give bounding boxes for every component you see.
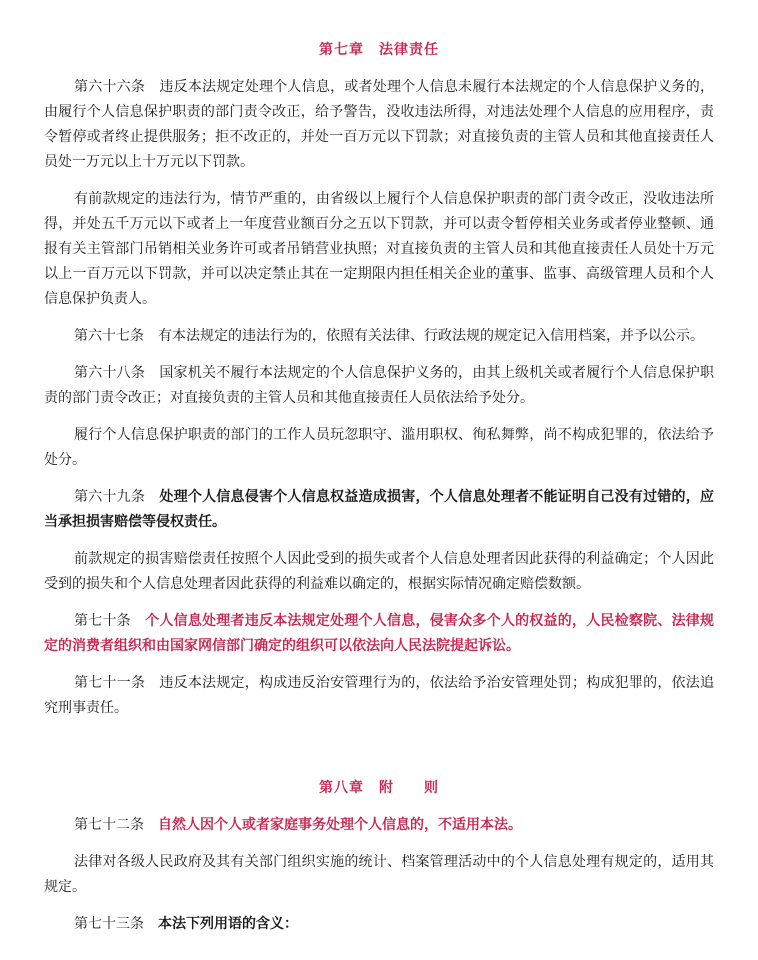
article-number: 第七十三条 xyxy=(74,916,144,932)
article-text: 处理个人信息侵害个人信息权益造成损害，个人信息处理者不能证明自己没有过错的，应当承担损害赔偿等侵权责任。 xyxy=(44,489,715,530)
article-text: 违反本法规定，构成违反治安管理行为的，依法给予治安管理处罚；构成犯罪的，依法追究刑事责任。 xyxy=(44,675,715,716)
article-text: 本法下列用语的含义： xyxy=(158,916,298,932)
article-number: 第七十二条 xyxy=(74,817,144,833)
chapter-8-articles xyxy=(44,813,714,937)
article-paragraph xyxy=(44,813,714,838)
article-text: 有本法规定的违法行为的，依照有关法律、行政法规的规定记入信用档案，并予以公示。 xyxy=(158,328,704,344)
article-number: 第六十六条 xyxy=(74,79,146,95)
chapter-7-articles xyxy=(44,75,714,721)
chapter-8-heading: 第八章 附 则 xyxy=(319,780,439,796)
continuation-paragraph xyxy=(44,423,714,473)
article-text: 违反本法规定处理个人信息，或者处理个人信息未履行本法规定的个人信息保护义务的，由履行个人信息保护职责的部门责令改正，给予警告，没收违法所得，对违法处理个人信息的应用程序，责令暂停或者终止提供服务；拒不改正的，并处一百万元以下罚款；对直接负责的主管人员和其他直接责任人员处一万元以上十万元以下罚款。 xyxy=(44,79,715,170)
article-text: 国家机关不履行本法规定的个人信息保护义务的，由其上级机关或者履行个人信息保护职责的部门责令改正；对直接负责的主管人员和其他直接责任人员依法给予处分。 xyxy=(44,365,715,406)
article-paragraph xyxy=(44,671,714,721)
article-text: 履行个人信息保护职责的部门的工作人员玩忽职守、滥用职权、徇私舞弊，尚不构成犯罪的，依法给予处分。 xyxy=(44,427,714,468)
continuation-paragraph xyxy=(44,850,714,900)
article-text: 有前款规定的违法行为，情节严重的，由省级以上履行个人信息保护职责的部门责令改正，没收违法所得，并处五千万元以下或者上一年度营业额百分之五以下罚款，并可以责令暂停相关业务或者停业整顿、通报有关主管部门吊销相关业务许可或者吊销营业执照；对直接负责的主管人员和其他直接责任人员处十万元以上一百万元以下罚款，并可以决定禁止其在一定期限内担任相关企业的董事、监事、高级管理人员和个人信息保护负责人。 xyxy=(44,191,714,307)
article-text: 自然人因个人或者家庭事务处理个人信息的，不适用本法。 xyxy=(158,817,522,833)
article-number: 第六十九条 xyxy=(74,489,146,505)
article-number: 第七十条 xyxy=(74,613,131,629)
chapter-7-heading: 第七章 法律责任 xyxy=(319,42,439,58)
article-number: 第六十七条 xyxy=(74,328,144,344)
article-paragraph xyxy=(44,609,714,659)
article-text: 个人信息处理者违反本法规定处理个人信息，侵害众多个人的权益的，人民检察院、法律规定的消费者组织和由国家网信部门确定的组织可以依法向人民法院提起诉讼。 xyxy=(44,613,715,654)
article-paragraph xyxy=(44,361,714,411)
article-number: 第六十八条 xyxy=(74,365,146,381)
continuation-paragraph xyxy=(44,547,714,597)
article-text: 法律对各级人民政府及其有关部门组织实施的统计、档案管理活动中的个人信息处理有规定的，适用其规定。 xyxy=(44,854,714,895)
article-text: 前款规定的损害赔偿责任按照个人因此受到的损失或者个人信息处理者因此获得的利益确定；个人因此受到的损失和个人信息处理者因此获得的利益难以确定的，根据实际情况确定赔偿数额。 xyxy=(44,551,714,592)
article-paragraph xyxy=(44,485,714,535)
continuation-paragraph xyxy=(44,187,714,312)
article-paragraph xyxy=(44,75,714,175)
article-paragraph xyxy=(44,324,714,349)
article-paragraph xyxy=(44,912,714,937)
article-number: 第七十一条 xyxy=(74,675,146,691)
